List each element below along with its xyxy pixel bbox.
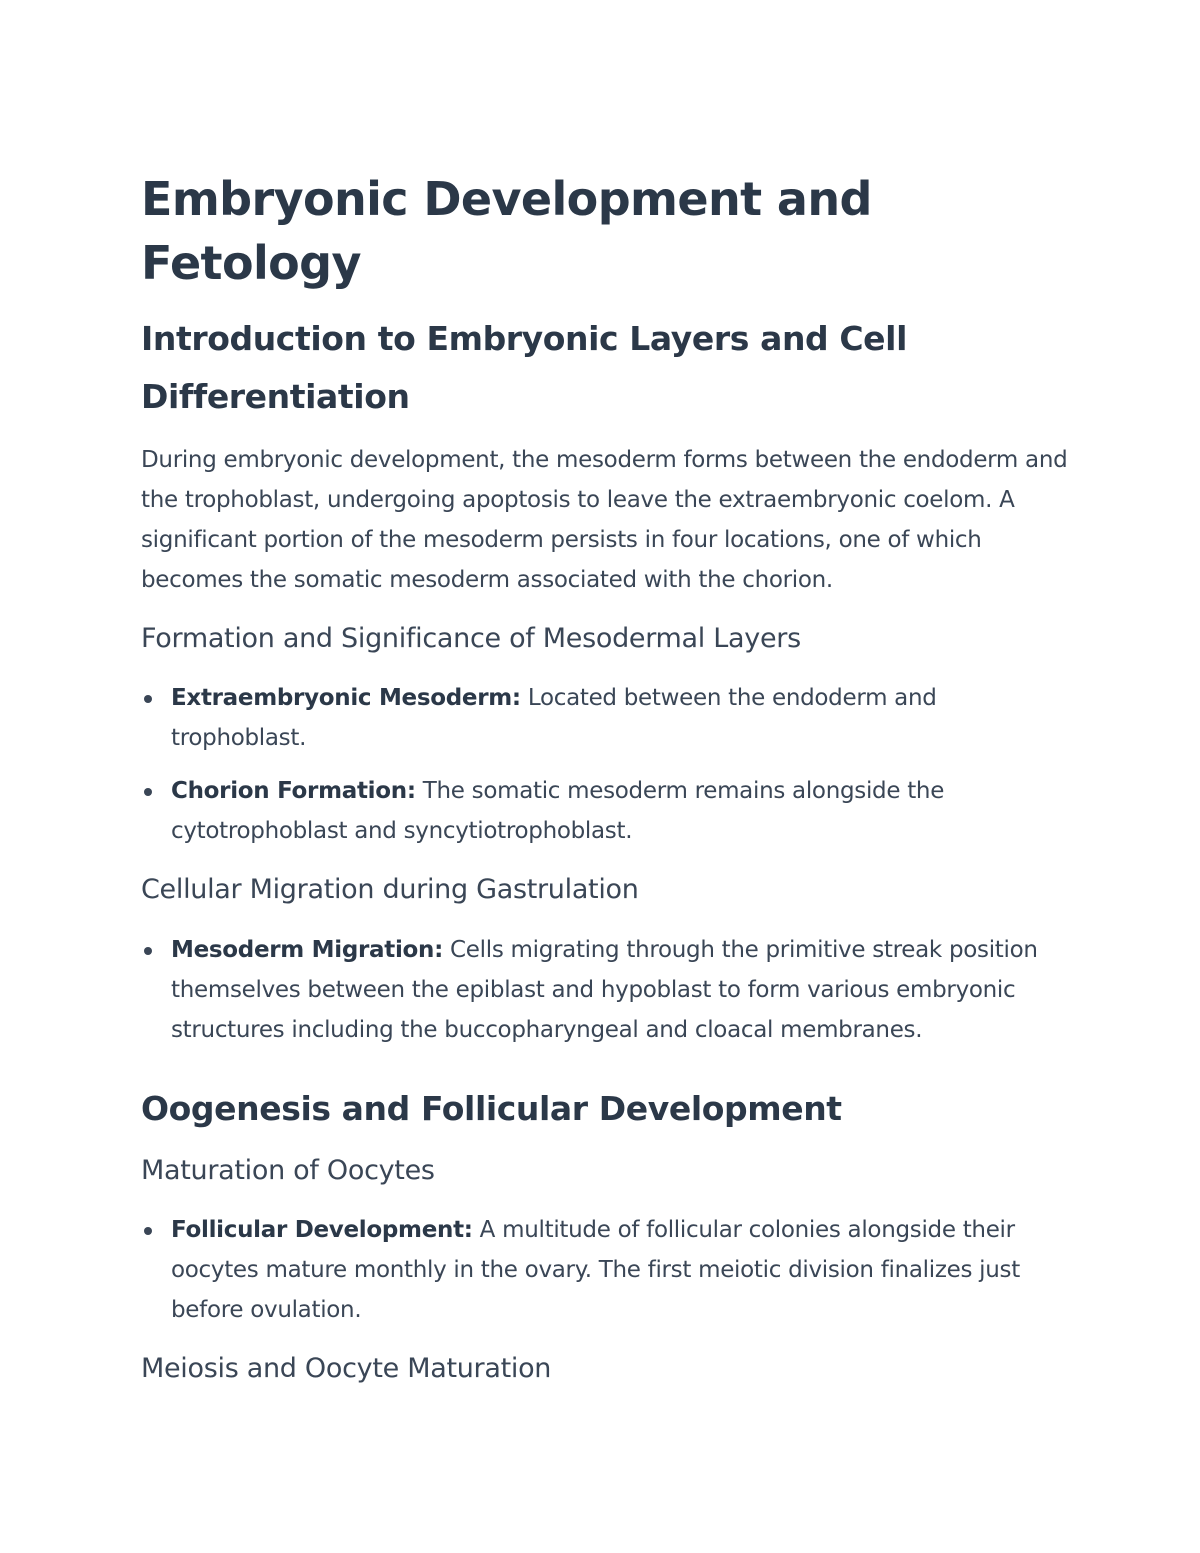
list-item (141, 1210, 1071, 1330)
list-item-term: Mesoderm Migration: (171, 937, 444, 963)
page-title: Embryonic Development and Fetology (141, 172, 872, 290)
list-item-text: The somatic mesoderm remains alongside the cytotrophoblast and syncytiotrophoblast. (171, 778, 945, 844)
list-item (141, 930, 1071, 1050)
intro-paragraph: During embryonic development, the mesoderm forms between the endoderm and the trophoblast, undergoing apoptosis to leave the extraembryonic coelom. A significant portion of the mesoderm persists in four locations, one of which becomes the somatic mesoderm associated with the chorion. (141, 447, 1068, 593)
cellular-migration-list (141, 930, 1071, 1050)
subsection-heading-mesodermal-layers: Formation and Significance of Mesodermal Layers (141, 623, 801, 654)
section-heading-oogenesis: Oogenesis and Follicular Development (141, 1089, 842, 1128)
list-item (141, 771, 1071, 851)
subsection-heading-cellular-migration: Cellular Migration during Gastrulation (141, 874, 639, 905)
maturation-list (141, 1210, 1071, 1330)
list-item-term: Chorion Formation: (171, 778, 416, 804)
list-item-term: Extraembryonic Mesoderm: (171, 685, 521, 711)
subsection-heading-meiosis: Meiosis and Oocyte Maturation (141, 1353, 552, 1384)
list-item-term: Follicular Development: (171, 1217, 473, 1243)
mesodermal-layers-list (141, 678, 1071, 851)
list-item-text: Located between the endoderm and trophoblast. (171, 685, 937, 751)
subsection-heading-maturation-of-oocytes: Maturation of Oocytes (141, 1155, 435, 1186)
section-heading-introduction: Introduction to Embryonic Layers and Cell Differentiation (141, 319, 907, 416)
document-page (141, 163, 1071, 1389)
list-item (141, 678, 1071, 758)
list-item-text: A multitude of follicular colonies alongside their oocytes mature monthly in the ovary. The first meiotic division finalizes just before ovulation. (171, 1217, 1020, 1323)
list-item-text: Cells migrating through the primitive streak position themselves between the epiblast and hypoblast to form various embryonic structures including the buccopharyngeal and cloacal membranes. (171, 937, 1038, 1043)
